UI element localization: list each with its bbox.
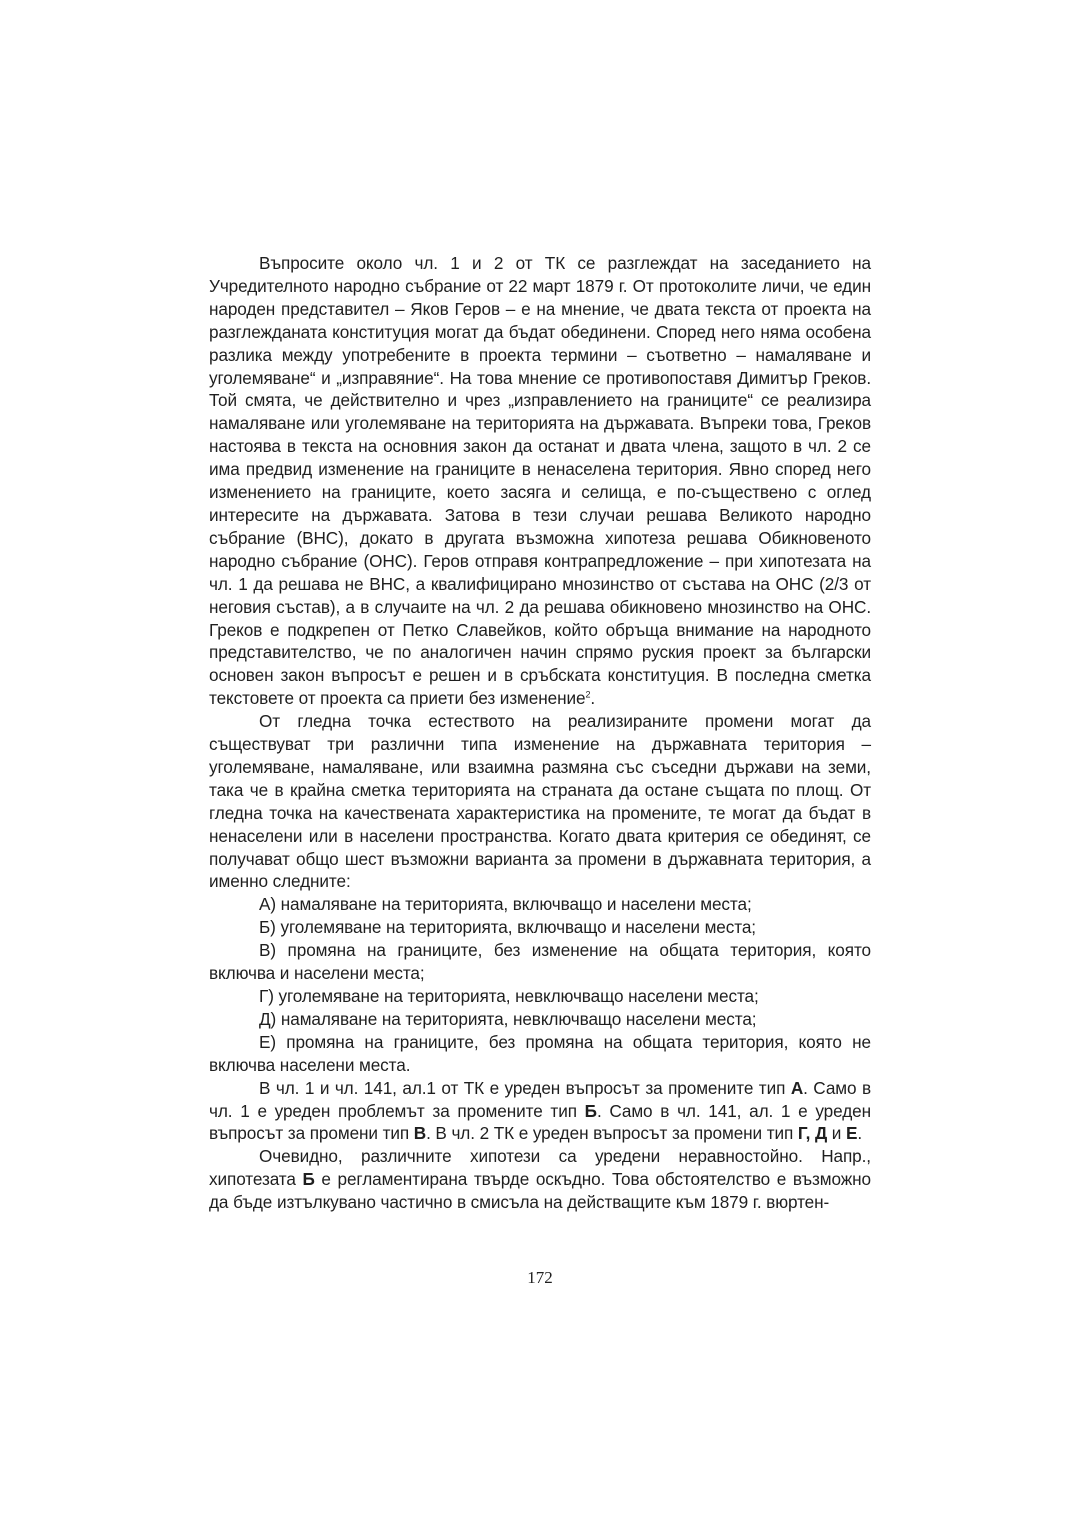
list-item <box>209 985 871 1008</box>
bold-term: Б <box>584 1100 597 1121</box>
text-run: Въпросите около чл. 1 и 2 от ТК се разглеждат на заседанието на Учредителното народно събрание от 22 март 1879 г. От протоколите личи, че един народен представител – Яков Геров – е на мнение, че двата текста от проекта на разглежданата конституция могат да бъдат обединени. Според него няма особена разлика между употребените в проекта термини – съответно – намаляване и уголемяване“ и „изправяние“. На това мнение се противопоставя Димитър Греков. Той смята, че действително и чрез „изправлението на границите“ се реализира намаляване или уголемяване на територията на държавата. Въпреки това, Греков настоява в текста на основния закон да останат и двата члена, защото в чл. 2 се има предвид изменение на границите в ненаселена територия. Явно според него изменението на границите, което засяга и селища, е по-съществено с оглед интересите на държавата. Затова в тези случаи решава Великото народно събрание (ВНС), докато в другата възможна хипотеза решава Обикновеното народно събрание (ОНС). Геров отправя контрапредложение – при хипотезата на чл. 1 да решава не ВНС, а квалифицирано мнозинство от състава на ОНС (2/3 от неговия състав), а в случаите на чл. 2 да решава обикновено мнозинство на ОНС. Греков е подкрепен от Петко Славейков, който обръща внимание на народното представителство, че по аналогичен начин спрямо руския проект за български основен закон въпросът е решен и в сръбската конституция. В последна сметка текстовете от проекта са приети без изменение <box>209 253 871 709</box>
bold-term: Б <box>302 1169 315 1190</box>
list-item <box>209 893 871 916</box>
text-run: Очевидно, различните хипотези са уредени неравностойно. Напр., хипотезата <box>209 1146 871 1190</box>
text-run: В) промяна на границите, без изменение на общата територия, която включва и населени места; <box>209 940 871 984</box>
text-run: . Само в чл. 141, ал. 1 е уреден въпросът за промени тип <box>209 1100 871 1144</box>
footnote-ref: 2 <box>585 689 591 700</box>
text-run: и <box>827 1123 846 1144</box>
page-number: 172 <box>527 1268 553 1287</box>
text-run: . Само в чл. 1 е уреден проблемът за промените тип <box>209 1077 871 1121</box>
list-item <box>209 939 871 985</box>
bold-term: Е <box>845 1123 858 1144</box>
text-run: В чл. 1 и чл. 141, ал.1 от ТК е уреден въпросът за промените тип <box>259 1077 791 1098</box>
text-run: . <box>590 688 596 709</box>
text-run: Г) уголемяване на територията, невключващо населени места; <box>259 986 759 1006</box>
text-run: От гледна точка естеството на реализираните промени могат да съществуват три различни типа изменение на държавната територия – уголемяване, намаляване, или взаимна размяна със съседни държави на земи, така че в крайна сметка територията на страната да остане същата по площ. От гледна точка на качествената характеристика на промените, те могат да бъдат в ненаселени или в населени пространства. Когато двата критерия се обединят, се получават общо шест възможни варианта за промени в държавната територия, а именно следните: <box>209 711 871 892</box>
paragraph <box>209 710 871 893</box>
text-run: Б) уголемяване на територията, включващо и населени места; <box>259 917 756 938</box>
bold-term: А <box>790 1077 804 1098</box>
text-run: Е) промяна на границите, без промяна на общата територия, която не включва населени места. <box>209 1031 871 1075</box>
text-run: . <box>857 1123 863 1144</box>
body-text <box>209 252 871 1214</box>
list-item <box>209 1008 871 1031</box>
text-run: . В чл. 2 ТК е уреден въпросът за промени тип <box>426 1123 798 1144</box>
list-item <box>209 916 871 939</box>
text-run: А) намаляване на територията, включващо и населени места; <box>259 894 752 915</box>
paragraph <box>209 1145 871 1214</box>
list-item <box>209 1031 871 1077</box>
text-run: Д) намаляване на територията, невключващо населени места; <box>259 1008 757 1029</box>
paragraph <box>209 1077 871 1146</box>
paragraph <box>209 252 871 710</box>
text-run: е регламентирана твърде оскъдно. Това обстоятелство е възможно да бъде изтълкувано частично в смисъла на действащите към 1879 г. вюртен- <box>209 1169 871 1213</box>
bold-term: В <box>413 1123 427 1144</box>
bold-term: Г, Д <box>797 1123 828 1144</box>
